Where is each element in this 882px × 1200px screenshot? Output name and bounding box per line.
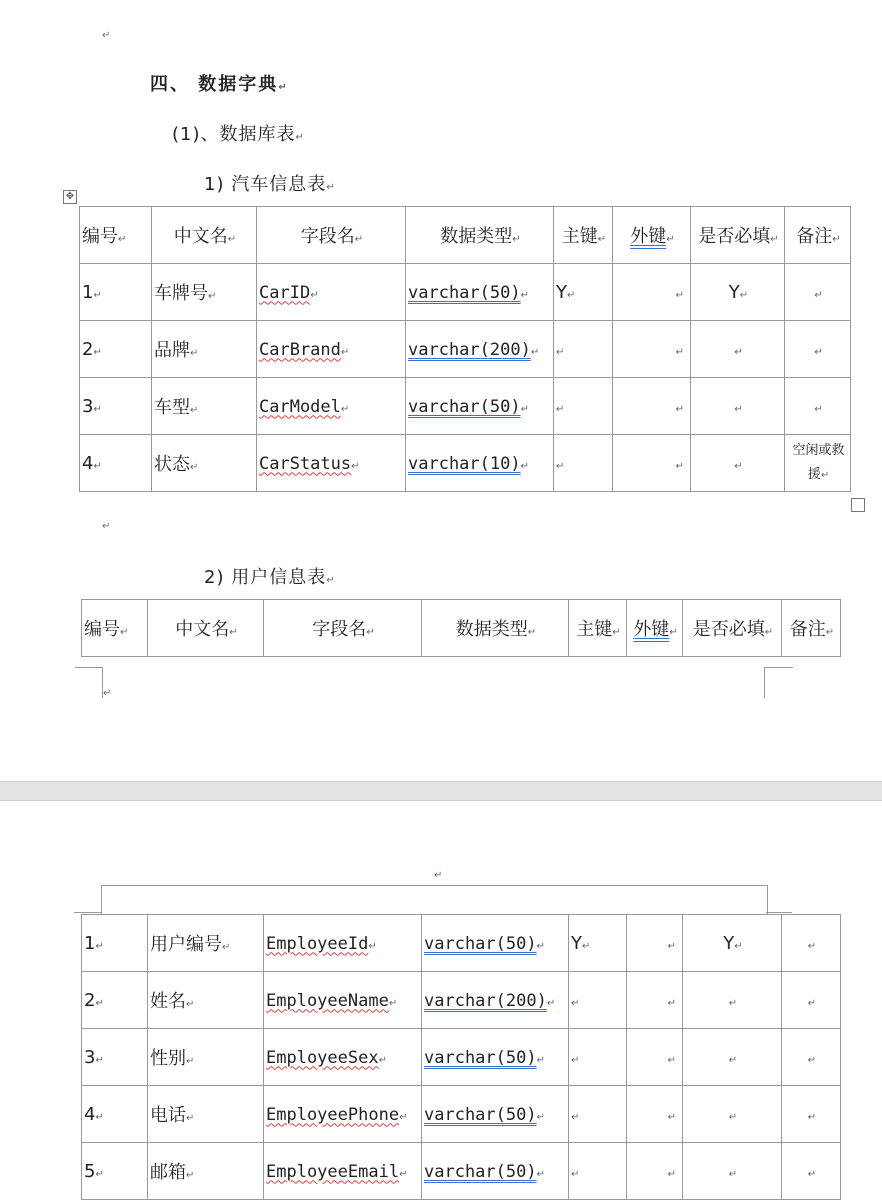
table-cell: [785, 378, 851, 435]
cell-end-mark: ↵: [764, 627, 774, 638]
table-cell-text: 车牌号: [154, 283, 208, 304]
table-cell: [554, 321, 613, 378]
table-cell-text: varchar(50): [424, 1047, 537, 1068]
table-cell-text: 2: [82, 338, 94, 360]
cell-end-mark: ↵: [582, 940, 591, 952]
table-cell: [80, 264, 152, 321]
cell-end-mark: ↵: [399, 1168, 408, 1180]
cell-end-mark: ↵: [734, 403, 743, 415]
header-cell: [82, 600, 148, 657]
header-cell: [782, 600, 841, 657]
header-cell: [80, 207, 152, 264]
table-cell-text: 1: [84, 932, 96, 954]
cell-end-mark: ↵: [340, 346, 350, 358]
cell-end-mark: ↵: [368, 940, 377, 952]
table-cell-text: CarID: [259, 282, 311, 303]
table-cell-text: 品牌: [154, 340, 190, 361]
user-info-table-header: [81, 599, 841, 657]
table-cell: [257, 321, 406, 378]
table-cell: [264, 1143, 422, 1200]
cell-end-mark: ↵: [93, 289, 102, 301]
table-cell: [627, 1029, 683, 1086]
cell-end-mark: ↵: [667, 940, 676, 952]
table-cell-text: 姓名: [150, 991, 186, 1012]
header-cell-text: 数据类型: [455, 619, 528, 640]
header-cell-text: 外键: [630, 226, 667, 247]
cell-end-mark: ↵: [770, 234, 779, 245]
table-cell: [613, 264, 691, 321]
cell-end-mark: ↵: [612, 627, 621, 638]
cell-end-mark: ↵: [734, 460, 743, 472]
table-header-row: [82, 600, 841, 657]
table-cell: [264, 1029, 422, 1086]
subsection-heading: (1)、数据库表↵: [172, 124, 305, 145]
table-cell: [264, 915, 422, 972]
cell-end-mark: ↵: [520, 403, 529, 415]
table-cell: [683, 1086, 782, 1143]
table-cell: [569, 915, 627, 972]
table-cell: [613, 321, 691, 378]
header-cell: [264, 600, 422, 657]
table-resize-handle[interactable]: [851, 498, 865, 512]
cell-end-mark: ↵: [190, 462, 199, 473]
table-cell-text: varchar(50): [424, 933, 537, 954]
cell-end-mark: ↵: [95, 997, 104, 1009]
table-cell: [152, 378, 257, 435]
table-cell: [569, 1143, 627, 1200]
table-cell-text: varchar(50): [424, 1161, 537, 1182]
cell-end-mark: ↵: [208, 291, 217, 302]
cell-end-mark: ↵: [814, 346, 823, 358]
cell-end-mark: ↵: [378, 1054, 387, 1066]
table-cell: [257, 378, 406, 435]
table-cell: [82, 1086, 148, 1143]
cell-end-mark: ↵: [190, 405, 199, 416]
header-cell: [257, 207, 406, 264]
user-info-table: [81, 914, 841, 1200]
cell-end-mark: ↵: [527, 627, 537, 638]
paragraph-mark: ↵: [102, 30, 111, 41]
cell-end-mark: ↵: [186, 1170, 195, 1181]
cell-end-mark: ↵: [227, 234, 237, 245]
cell-end-mark: ↵: [93, 346, 102, 358]
table-cell: [782, 1143, 841, 1200]
cell-end-mark: ↵: [95, 1111, 104, 1123]
header-cell: [683, 600, 782, 657]
table-cell: [82, 915, 148, 972]
cell-end-mark: ↵: [728, 1054, 738, 1066]
table-cell: [422, 915, 569, 972]
table-cell: [257, 264, 406, 321]
table-cell-text: 空闲或救援: [792, 442, 845, 482]
cell-end-mark: ↵: [520, 460, 529, 472]
table-cell: [80, 435, 152, 492]
table-cell-text: varchar(200): [408, 339, 531, 360]
table-cell: [782, 972, 841, 1029]
cell-end-mark: ↵: [669, 627, 678, 638]
table-cell: [152, 435, 257, 492]
table-cell: [148, 915, 264, 972]
header-cell: [152, 207, 257, 264]
table-cell: [554, 264, 613, 321]
cell-end-mark: ↵: [728, 1111, 738, 1123]
table-cell-text: 4: [84, 1103, 96, 1125]
table-cell: [422, 1086, 569, 1143]
cell-end-mark: ↵: [807, 1168, 817, 1180]
table-cell-text: CarStatus: [259, 453, 352, 474]
table-cell-text: 5: [84, 1160, 96, 1182]
cell-end-mark: ↵: [675, 289, 684, 301]
header-cell: [613, 207, 691, 264]
cell-end-mark: ↵: [739, 289, 749, 301]
cell-end-mark: ↵: [354, 234, 364, 245]
header-cell-text: 字段名: [300, 226, 355, 247]
table-cell: [82, 972, 148, 1029]
table-cell-text: varchar(10): [408, 453, 521, 474]
header-cell: [691, 207, 785, 264]
table-cell: [257, 435, 406, 492]
table-cell-text: varchar(200): [424, 990, 547, 1011]
table-cell-text: varchar(50): [408, 282, 521, 303]
table-cell: [683, 1143, 782, 1200]
header-cell-text: 字段名: [312, 619, 367, 640]
header-cell-text: 主键: [576, 619, 613, 640]
cell-end-mark: ↵: [536, 1168, 545, 1180]
cell-end-mark: ↵: [222, 942, 231, 953]
header-cell-text: 中文名: [173, 226, 228, 247]
header-cell-text: 中文名: [175, 619, 230, 640]
table-cell-text: Y: [571, 932, 582, 954]
section-heading: 四、 数据字典↵: [150, 74, 289, 95]
page-gap: [0, 781, 882, 801]
table-cell: [627, 972, 683, 1029]
table-cell: [406, 321, 554, 378]
cell-end-mark: ↵: [366, 627, 375, 638]
table-cell: [148, 972, 264, 1029]
cell-end-mark: ↵: [556, 403, 565, 415]
crop-mark: [75, 667, 103, 698]
table-row: [80, 321, 851, 378]
cell-end-mark: ↵: [399, 1111, 408, 1123]
cell-end-mark: ↵: [571, 1168, 580, 1180]
cell-end-mark: ↵: [667, 997, 676, 1009]
table-cell: [569, 972, 627, 1029]
header-cell-text: 外键: [633, 619, 670, 640]
table-cell-text: EmployeeSex: [266, 1047, 379, 1068]
table-cell-text: 状态: [154, 454, 190, 475]
table-cell: [613, 435, 691, 492]
cell-end-mark: ↵: [814, 403, 823, 415]
table-cell: [148, 1143, 264, 1200]
table-cell: [82, 1029, 148, 1086]
cell-end-mark: ↵: [118, 234, 127, 245]
cell-end-mark: ↵: [95, 1054, 104, 1066]
cell-end-mark: ↵: [190, 348, 199, 359]
table-cell: [406, 378, 554, 435]
header-area-border: [101, 885, 768, 914]
table-cell-text: 用户编号: [150, 934, 222, 955]
table-cell-text: EmployeeId: [266, 933, 369, 954]
cell-end-mark: ↵: [556, 346, 565, 358]
paragraph-mark: ↵: [103, 688, 112, 699]
table-cell: [554, 378, 613, 435]
cell-end-mark: ↵: [825, 627, 835, 638]
table-cell-text: 性别: [150, 1048, 186, 1069]
table-cell-text: 电话: [150, 1105, 186, 1126]
table-cell: [148, 1086, 264, 1143]
table-cell-text: 1: [82, 281, 94, 303]
header-cell: [785, 207, 851, 264]
table-header-row: [80, 207, 851, 264]
cell-end-mark: ↵: [814, 289, 823, 301]
table-row: [80, 378, 851, 435]
table-cell-text: EmployeePhone: [266, 1104, 400, 1125]
cell-end-mark: ↵: [571, 997, 580, 1009]
table-cell: [80, 321, 152, 378]
cell-end-mark: ↵: [530, 346, 540, 358]
header-cell-text: 是否必填: [692, 619, 765, 640]
header-cell: [406, 207, 554, 264]
cell-end-mark: ↵: [520, 289, 529, 301]
header-cell-text: 主键: [561, 226, 598, 247]
cell-end-mark: ↵: [667, 1168, 676, 1180]
cell-end-mark: ↵: [820, 469, 830, 481]
header-cell-text: 备注: [796, 226, 833, 247]
table-cell: [782, 1029, 841, 1086]
table-cell: [569, 1029, 627, 1086]
header-cell-text: 数据类型: [440, 226, 513, 247]
cell-end-mark: ↵: [571, 1111, 580, 1123]
table-row: [80, 435, 851, 492]
table-cell-text: 2: [84, 989, 96, 1011]
cell-end-mark: ↵: [351, 460, 360, 472]
cell-end-mark: ↵: [536, 940, 545, 952]
cell-end-mark: ↵: [832, 234, 841, 245]
cell-end-mark: ↵: [734, 346, 743, 358]
cell-end-mark: ↵: [675, 346, 684, 358]
table-cell: [785, 264, 851, 321]
table-cell-text: 3: [84, 1046, 96, 1068]
table-cell: [683, 915, 782, 972]
table-row: [82, 1086, 841, 1143]
cell-end-mark: ↵: [95, 940, 104, 952]
table-cell-text: EmployeeName: [266, 990, 389, 1011]
header-cell-text: 备注: [789, 619, 826, 640]
table-cell: [422, 972, 569, 1029]
table-cell-text: varchar(50): [408, 396, 521, 417]
table-cell: [691, 378, 785, 435]
cell-end-mark: ↵: [807, 997, 817, 1009]
paragraph-mark: ↵: [434, 870, 443, 881]
table-cell: [691, 435, 785, 492]
table-cell-text: EmployeeEmail: [266, 1161, 400, 1182]
cell-end-mark: ↵: [95, 1168, 104, 1180]
table-cell: [691, 321, 785, 378]
table-cell: [80, 378, 152, 435]
cell-end-mark: ↵: [186, 1056, 195, 1067]
crop-mark: [764, 667, 793, 698]
cell-end-mark: ↵: [310, 289, 319, 301]
table-row: [82, 972, 841, 1029]
cell-end-mark: ↵: [567, 289, 576, 301]
table-cell: [627, 1086, 683, 1143]
table-cell: [554, 435, 613, 492]
table-cell: [782, 915, 841, 972]
table-row: [82, 1143, 841, 1200]
cell-end-mark: ↵: [186, 1113, 195, 1124]
table-cell: [627, 1143, 683, 1200]
table-cell: [264, 972, 422, 1029]
table-row: [80, 264, 851, 321]
cell-end-mark: ↵: [388, 997, 398, 1009]
header-cell: [569, 600, 627, 657]
table-cell: [148, 1029, 264, 1086]
cell-end-mark: ↵: [120, 627, 129, 638]
cell-end-mark: ↵: [675, 460, 684, 472]
cell-end-mark: ↵: [807, 1054, 817, 1066]
car-info-table: [79, 206, 851, 492]
table1-title: 1) 汽车信息表↵: [204, 174, 336, 195]
table2-title: 2) 用户信息表↵: [204, 567, 336, 588]
cell-end-mark: ↵: [93, 403, 102, 415]
cell-end-mark: ↵: [536, 1111, 545, 1123]
cell-end-mark: ↵: [807, 940, 817, 952]
table-cell: [683, 972, 782, 1029]
header-cell: [554, 207, 613, 264]
cell-end-mark: ↵: [186, 999, 195, 1010]
table-cell: [627, 915, 683, 972]
cell-end-mark: ↵: [340, 403, 350, 415]
cell-end-mark: ↵: [807, 1111, 817, 1123]
cell-end-mark: ↵: [666, 234, 675, 245]
table-cell: [82, 1143, 148, 1200]
table-cell-text: Y: [728, 281, 740, 303]
table-cell-text: Y: [556, 281, 567, 303]
table-row: [82, 1029, 841, 1086]
table-cell: [406, 435, 554, 492]
table-cell: [264, 1086, 422, 1143]
header-cell-text: 编号: [82, 226, 118, 247]
header-cell: [422, 600, 569, 657]
table-move-handle-icon[interactable]: ✥: [63, 190, 77, 204]
table-row: [82, 915, 841, 972]
table-cell: [422, 1143, 569, 1200]
cell-end-mark: ↵: [675, 403, 684, 415]
cell-end-mark: ↵: [667, 1054, 676, 1066]
table-cell: [569, 1086, 627, 1143]
table-cell: [683, 1029, 782, 1086]
table-cell-text: 3: [82, 395, 94, 417]
table-cell: [422, 1029, 569, 1086]
table-cell: [406, 264, 554, 321]
table-cell-text: 车型: [154, 397, 190, 418]
cell-end-mark: ↵: [536, 1054, 545, 1066]
table-cell: [785, 435, 851, 492]
cell-end-mark: ↵: [597, 234, 607, 245]
cell-end-mark: ↵: [229, 627, 238, 638]
header-cell-text: 编号: [84, 619, 120, 640]
cell-end-mark: ↵: [546, 997, 556, 1009]
table-cell-text: varchar(50): [424, 1104, 537, 1125]
cell-end-mark: ↵: [728, 1168, 738, 1180]
table-cell-text: Y: [723, 932, 735, 954]
cell-end-mark: ↵: [93, 460, 102, 472]
cell-end-mark: ↵: [571, 1054, 580, 1066]
table-cell-text: 4: [82, 452, 94, 474]
table-cell: [152, 321, 257, 378]
header-cell: [148, 600, 264, 657]
cell-end-mark: ↵: [734, 940, 743, 952]
table-cell-text: CarBrand: [259, 339, 341, 360]
cell-end-mark: ↵: [728, 997, 738, 1009]
header-cell: [627, 600, 683, 657]
table-cell: [152, 264, 257, 321]
table-cell: [613, 378, 691, 435]
table-cell-text: CarModel: [259, 396, 341, 417]
table-cell-text: 邮箱: [150, 1162, 186, 1183]
cell-end-mark: ↵: [667, 1111, 676, 1123]
table-cell: [691, 264, 785, 321]
header-cell-text: 是否必填: [698, 226, 771, 247]
table-cell: [782, 1086, 841, 1143]
paragraph-mark: ↵: [102, 521, 111, 532]
table-cell: [785, 321, 851, 378]
cell-end-mark: ↵: [512, 234, 521, 245]
cell-end-mark: ↵: [556, 460, 565, 472]
